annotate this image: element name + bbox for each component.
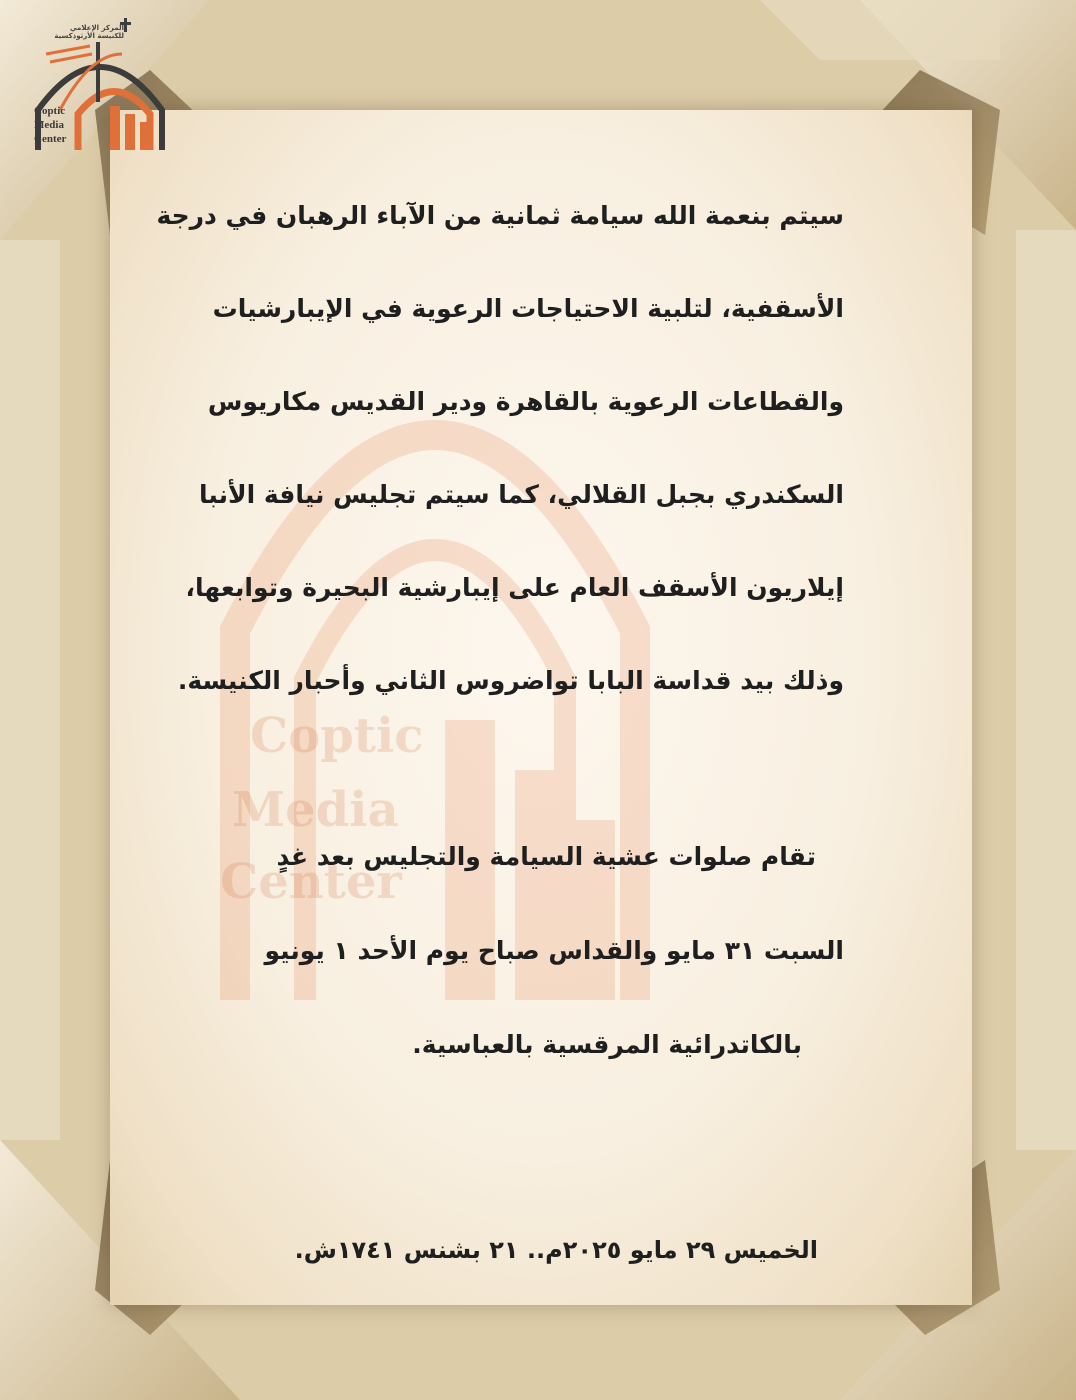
logo-arabic-name: المركز الإعلامي للكنيسة الأرثوذكسية bbox=[54, 24, 124, 40]
watermark-line-2: Media bbox=[232, 782, 399, 838]
text-line: سيتم بنعمة الله سيامة ثمانية من الآباء الرهبان في درجة bbox=[156, 201, 844, 230]
watermark-line-1: Coptic bbox=[250, 708, 424, 764]
logo-caption bbox=[34, 104, 66, 146]
text-line: وذلك بيد قداسة البابا تواضروس الثاني وأحبار الكنيسة. bbox=[177, 666, 844, 695]
announcement-paragraph-1 bbox=[156, 194, 844, 752]
logo-caption-line-2: Media bbox=[34, 119, 64, 131]
text-line: الأسقفية، لتلبية الاحتياجات الرعوية في الإيبارشيات bbox=[212, 294, 844, 323]
logo-caption-line-1: Coptic bbox=[34, 105, 66, 117]
date-line: الخميس ٢٩ مايو ٢٠٢٥م.. ٢١ بشنس ١٧٤١ش. bbox=[294, 1236, 818, 1264]
text-line: والقطاعات الرعوية بالقاهرة ودير القديس مكاريوس bbox=[207, 387, 844, 416]
logo-caption-line-3: Center bbox=[34, 133, 67, 145]
announcement-paragraph-2 bbox=[196, 835, 844, 1117]
text-line: السبت ٣١ مايو والقداس صباح يوم الأحد ١ يونيو bbox=[264, 936, 844, 965]
text-line: السكندري بجبل القلالي، كما سيتم تجليس نيافة الأنبا bbox=[199, 480, 844, 509]
watermark-line-3: Center bbox=[220, 854, 402, 910]
text-line: تقام صلوات عشية السيامة والتجليس بعد غدٍ bbox=[276, 842, 816, 871]
text-line: بالكاتدرائية المرقسية بالعباسية. bbox=[412, 1030, 802, 1059]
text-line: إيلاريون الأسقف العام على إيبارشية البحيرة وتوابعها، bbox=[185, 573, 844, 602]
